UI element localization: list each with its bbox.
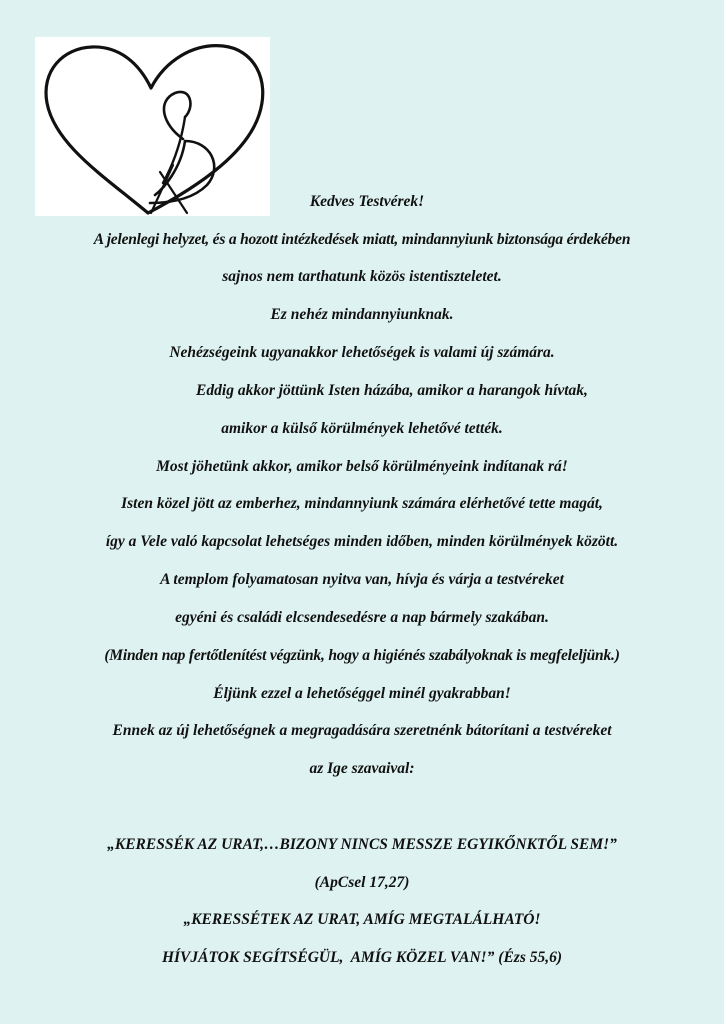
scripture-quote: HÍVJÁTOK SEGÍTSÉGÜL, AMÍG KÖZEL VAN!” (Ézs 55,6) [161, 949, 563, 966]
letter-line: egyéni és családi elcsendesedésre a nap bármely szakában. [175, 609, 549, 626]
letter-line: amikor a külső körülmények lehetővé tették. [221, 420, 503, 437]
scripture-quote: „KERESSÉTEK AZ URAT, AMÍG MEGTALÁLHATÓ! [183, 911, 541, 928]
letter-line: (Minden nap fertőtlenítést végzünk, hogy a higiénés szabályoknak is megfeleljünk.) [104, 647, 620, 664]
greeting: Kedves Testvérek! [309, 193, 425, 210]
letter-line: A jelenlegi helyzet, és a hozott intézkedések miatt, mindannyiunk biztonsága érdekében [93, 231, 631, 248]
letter-line: Éljünk ezzel a lehetőséggel minél gyakrabban! [213, 685, 511, 702]
letter-line: Nehézségeink ugyanakkor lehetőségek is valami új számára. [169, 344, 555, 361]
letter-line: az Ige szavaival: [309, 760, 415, 777]
scripture-reference: (ApCsel 17,27) [314, 874, 410, 891]
letter-line: Eddig akkor jöttünk Isten házába, amikor a harangok hívtak, [196, 382, 588, 399]
letter-line: Ez nehéz mindannyiunknak. [270, 306, 454, 323]
letter-line: sajnos nem tarthatunk közös istentiszteletet. [222, 268, 502, 285]
letter-line: Ennek az új lehetőségnek a megragadására szeretnénk bátorítani a testvéreket [112, 722, 612, 739]
letter-line: A templom folyamatosan nyitva van, hívja és várja a testvéreket [160, 571, 564, 588]
logo [35, 37, 270, 216]
heart-with-letter-d-icon [35, 37, 270, 216]
letter-line: Isten közel jött az emberhez, mindannyiunk számára elérhetővé tette magát, [121, 495, 603, 512]
letter-line: Most jöhetünk akkor, amikor belső körülményeink indítanak rá! [156, 458, 568, 475]
scripture-quote: „KERESSÉK AZ URAT,…BIZONY NINCS MESSZE EGYIKŐNKTŐL SEM!” [107, 836, 617, 853]
letter-line: így a Vele való kapcsolat lehetséges minden időben, minden körülmények között. [105, 533, 619, 550]
